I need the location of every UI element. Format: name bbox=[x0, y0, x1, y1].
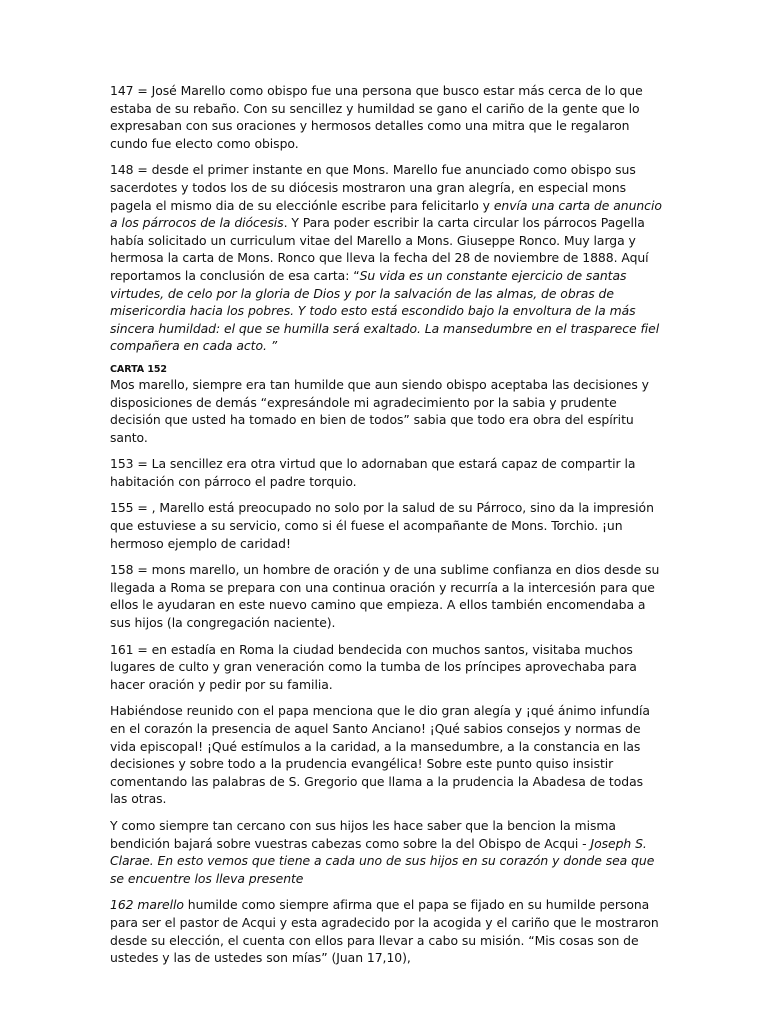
paragraph-y-como-text: Y como siempre tan cercano con sus hijos les hace saber que la bencion la misma bendición bajará sobre vuestras cabezas como sobre la del Obispo de Acqui - bbox=[110, 817, 616, 851]
paragraph-155 bbox=[110, 499, 662, 552]
paragraph-148-quote: Su vida es un constante ejercicio de santas virtudes, de celo por la gloria de Dios y por la salvación de las almas, de obras de misericordia hacia los pobres. Y todo esto está escondido bajo la envoltura de la más sincera humildad: el que se humilla será exaltado. La mansedumbre en el trasparece fiel compañera en cada acto. ” bbox=[110, 267, 660, 354]
paragraph-158 bbox=[110, 561, 662, 631]
paragraph-158-text: 158 = mons marello, un hombre de oración y de una sublime confianza en dios desde su llegada a Roma se prepara con una continua oración y recurría a la intercesión para que ellos le ayudaran en este nuevo camino que empieza. A ellos también encomendaba a sus hijos (la congregación naciente). bbox=[110, 562, 660, 631]
paragraph-148 bbox=[110, 161, 662, 355]
paragraph-162 bbox=[110, 896, 662, 966]
paragraph-162-italic: 162 marello bbox=[110, 897, 184, 913]
paragraph-153 bbox=[110, 455, 662, 490]
paragraph-habiendose bbox=[110, 702, 662, 808]
paragraph-161-text: 161 = en estadía en Roma la ciudad bendecida con muchos santos, visitaba muchos lugares de culto y gran veneración como la tumba de los príncipes aprovechaba para hacer oración y pedir por su familia. bbox=[110, 641, 637, 692]
carta-152-heading: CARTA 152 bbox=[110, 363, 167, 375]
paragraph-162-text: humilde como siempre afirma que el papa se fijado en su humilde persona para ser el pastor de Acqui y esta agradecido por la acogida y el cariño que le mostraron desde su elección, el cuenta con ellos para llevar a cabo su misión. “Mis cosas son de ustedes y las de ustedes son mías” (Juan 17,10), bbox=[110, 897, 659, 966]
paragraph-148-text-a: 148 = desde el primer instante en que Mons. Marello fue anunciado como obispo sus sacerdotes y todos los de su diócesis mostraron una gran alegría, en especial mons pagela el mismo dia de su elecciónle escribe para felicitarlo y bbox=[110, 162, 636, 213]
paragraph-y-como bbox=[110, 817, 662, 887]
paragraph-161 bbox=[110, 641, 662, 694]
paragraph-y-como-italic: Joseph S. Clarae. En esto vemos que tiene a cada uno de sus hijos en su corazón y donde sea que se encuentre los lleva presente bbox=[110, 835, 655, 886]
paragraph-153-text: 153 = La sencillez era otra virtud que lo adornaban que estará capaz de compartir la habitación con párroco el padre torquio. bbox=[110, 456, 636, 489]
paragraph-152-text: Mos marello, siempre era tan humilde que aun siendo obispo aceptaba las decisiones y disposiciones de demás “expresándole mi agradecimiento por la sabia y prudente decisión que usted ha tomado en bien de todos” sabia que todo era obra del espíritu santo. bbox=[110, 376, 649, 445]
paragraph-147-text: 147 = José Marello como obispo fue una persona que busco estar más cerca de lo que estaba de su rebaño. Con su sencillez y humildad se gano el cariño de la gente que lo expresaban con sus oraciones y hermosos detalles como una mitra que le regalaron cundo fue electo como obispo. bbox=[110, 83, 643, 151]
paragraph-152 bbox=[110, 376, 662, 446]
paragraph-148-italic-b: envía una carta de anuncio a los párrocos de la diócesis bbox=[110, 197, 662, 231]
document-page bbox=[110, 82, 662, 976]
paragraph-148-text-c: . Y Para poder escribir la carta circular los párrocos Pagella había solicitado un curriculum vitae del Marello a Mons. Giuseppe Ronco. Muy larga y hermosa la carta de Mons. Ronco que lleva la fecha del 28 de noviembre de 1888. Aquí reportamos la conclusión de esa carta: “ bbox=[110, 215, 649, 283]
paragraph-147 bbox=[110, 82, 662, 152]
paragraph-155-text: 155 = , Marello está preocupado no solo por la salud de su Párroco, sino da la impresión que estuviese a su servicio, como si él fuese el acompañante de Mons. Torchio. ¡un hermoso ejemplo de caridad! bbox=[110, 500, 654, 551]
paragraph-habiendose-text: Habiéndose reunido con el papa menciona que le dio gran alegía y ¡qué ánimo infundía en el corazón la presencia de aquel Santo Anciano! ¡Qué sabios consejos y normas de vida episcopal! ¡Qué estímulos a la caridad, a la mansedumbre, a la constancia en las decisiones y sobre todo a la prudencia evangélica! Sobre este punto quiso insistir comentando las palabras de S. Gregorio que llama a la prudencia la Abadesa de todas las otras. bbox=[110, 703, 650, 807]
